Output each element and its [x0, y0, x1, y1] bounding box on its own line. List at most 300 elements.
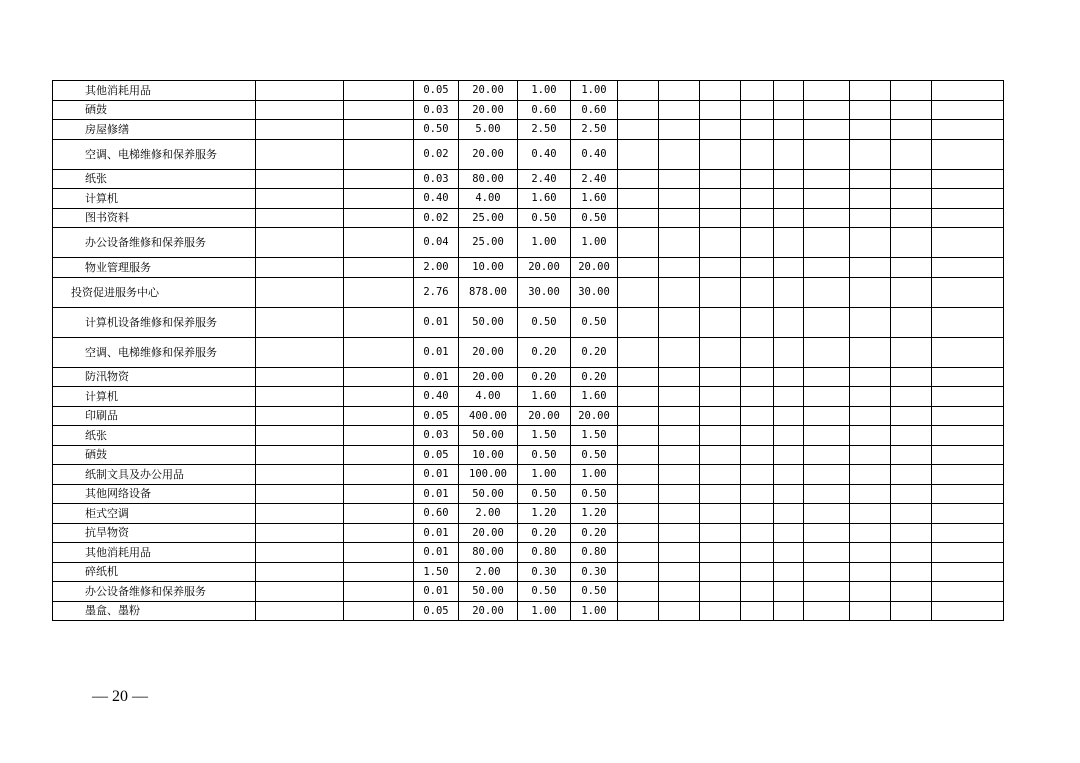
empty-cell	[774, 169, 804, 189]
empty-cell	[741, 523, 774, 543]
empty-cell	[850, 228, 891, 258]
empty-cell	[618, 120, 659, 140]
empty-cell	[774, 543, 804, 563]
value-cell-c4: 20.00	[459, 100, 518, 120]
empty-cell	[659, 484, 700, 504]
empty-cell	[850, 100, 891, 120]
empty-cell	[741, 465, 774, 485]
empty-cell	[850, 208, 891, 228]
empty-cell	[932, 277, 1004, 307]
value-cell-c2	[344, 523, 414, 543]
table-row	[53, 582, 1004, 602]
empty-cell	[700, 426, 741, 446]
empty-cell	[850, 337, 891, 367]
empty-cell	[850, 120, 891, 140]
value-cell-c4: 20.00	[459, 139, 518, 169]
empty-cell	[659, 81, 700, 101]
value-cell-c4: 25.00	[459, 208, 518, 228]
table-row	[53, 601, 1004, 621]
empty-cell	[932, 228, 1004, 258]
empty-cell	[891, 426, 932, 446]
value-cell-c5: 0.20	[518, 337, 571, 367]
value-cell-c4: 4.00	[459, 189, 518, 209]
value-cell-c3: 0.05	[414, 81, 459, 101]
empty-cell	[850, 562, 891, 582]
value-cell-c6: 0.50	[571, 582, 618, 602]
empty-cell	[850, 445, 891, 465]
value-cell-c3: 0.05	[414, 406, 459, 426]
value-cell-c3: 0.03	[414, 100, 459, 120]
value-cell-c5: 1.20	[518, 504, 571, 524]
value-cell-c1	[256, 337, 344, 367]
empty-cell	[659, 337, 700, 367]
value-cell-c4: 20.00	[459, 337, 518, 367]
empty-cell	[659, 367, 700, 387]
empty-cell	[741, 258, 774, 278]
empty-cell	[774, 81, 804, 101]
empty-cell	[932, 307, 1004, 337]
empty-cell	[659, 139, 700, 169]
value-cell-c2	[344, 100, 414, 120]
item-name-cell: 房屋修缮	[53, 120, 256, 140]
table-row	[53, 426, 1004, 446]
empty-cell	[774, 307, 804, 337]
value-cell-c1	[256, 208, 344, 228]
value-cell-c5: 0.50	[518, 445, 571, 465]
value-cell-c5: 1.50	[518, 426, 571, 446]
empty-cell	[659, 258, 700, 278]
empty-cell	[774, 258, 804, 278]
value-cell-c2	[344, 465, 414, 485]
empty-cell	[932, 337, 1004, 367]
value-cell-c3: 0.03	[414, 169, 459, 189]
empty-cell	[741, 504, 774, 524]
page-number: — 20 —	[92, 688, 148, 705]
empty-cell	[804, 504, 850, 524]
value-cell-c1	[256, 523, 344, 543]
value-cell-c3: 2.00	[414, 258, 459, 278]
empty-cell	[700, 387, 741, 407]
value-cell-c1	[256, 465, 344, 485]
empty-cell	[891, 307, 932, 337]
empty-cell	[932, 169, 1004, 189]
value-cell-c2	[344, 228, 414, 258]
empty-cell	[804, 100, 850, 120]
empty-cell	[618, 228, 659, 258]
empty-cell	[804, 426, 850, 446]
empty-cell	[700, 562, 741, 582]
value-cell-c4: 878.00	[459, 277, 518, 307]
value-cell-c3: 0.04	[414, 228, 459, 258]
empty-cell	[804, 523, 850, 543]
item-name-cell: 计算机	[53, 189, 256, 209]
value-cell-c1	[256, 228, 344, 258]
empty-cell	[618, 307, 659, 337]
value-cell-c3: 0.02	[414, 139, 459, 169]
item-name-cell: 图书资料	[53, 208, 256, 228]
value-cell-c6: 0.30	[571, 562, 618, 582]
value-cell-c1	[256, 81, 344, 101]
empty-cell	[891, 337, 932, 367]
value-cell-c3: 2.76	[414, 277, 459, 307]
empty-cell	[891, 258, 932, 278]
empty-cell	[850, 426, 891, 446]
value-cell-c1	[256, 601, 344, 621]
value-cell-c4: 80.00	[459, 543, 518, 563]
table-row	[53, 81, 1004, 101]
empty-cell	[741, 228, 774, 258]
value-cell-c1	[256, 504, 344, 524]
budget-table-container	[52, 80, 1004, 621]
value-cell-c6: 1.50	[571, 426, 618, 446]
table-row	[53, 337, 1004, 367]
empty-cell	[741, 337, 774, 367]
empty-cell	[804, 120, 850, 140]
value-cell-c4: 50.00	[459, 307, 518, 337]
empty-cell	[932, 582, 1004, 602]
empty-cell	[741, 562, 774, 582]
value-cell-c2	[344, 169, 414, 189]
empty-cell	[804, 81, 850, 101]
empty-cell	[700, 582, 741, 602]
value-cell-c6: 1.00	[571, 465, 618, 485]
empty-cell	[618, 426, 659, 446]
item-name-cell: 计算机设备维修和保养服务	[53, 307, 256, 337]
value-cell-c5: 2.50	[518, 120, 571, 140]
value-cell-c5: 0.40	[518, 139, 571, 169]
empty-cell	[659, 100, 700, 120]
empty-cell	[700, 543, 741, 563]
value-cell-c1	[256, 426, 344, 446]
empty-cell	[618, 100, 659, 120]
empty-cell	[618, 523, 659, 543]
value-cell-c1	[256, 189, 344, 209]
empty-cell	[850, 465, 891, 485]
empty-cell	[741, 601, 774, 621]
value-cell-c3: 0.05	[414, 445, 459, 465]
empty-cell	[891, 484, 932, 504]
empty-cell	[774, 582, 804, 602]
item-name-cell: 纸制文具及办公用品	[53, 465, 256, 485]
empty-cell	[932, 120, 1004, 140]
value-cell-c4: 10.00	[459, 445, 518, 465]
value-cell-c1	[256, 277, 344, 307]
value-cell-c2	[344, 208, 414, 228]
empty-cell	[891, 120, 932, 140]
value-cell-c1	[256, 445, 344, 465]
empty-cell	[850, 484, 891, 504]
empty-cell	[774, 208, 804, 228]
empty-cell	[741, 387, 774, 407]
value-cell-c4: 80.00	[459, 169, 518, 189]
table-row	[53, 139, 1004, 169]
value-cell-c4: 50.00	[459, 426, 518, 446]
empty-cell	[700, 139, 741, 169]
item-name-cell: 办公设备维修和保养服务	[53, 228, 256, 258]
empty-cell	[850, 523, 891, 543]
empty-cell	[774, 426, 804, 446]
empty-cell	[700, 258, 741, 278]
value-cell-c4: 50.00	[459, 484, 518, 504]
empty-cell	[891, 208, 932, 228]
empty-cell	[891, 277, 932, 307]
empty-cell	[774, 337, 804, 367]
empty-cell	[804, 367, 850, 387]
value-cell-c6: 1.60	[571, 387, 618, 407]
value-cell-c4: 100.00	[459, 465, 518, 485]
value-cell-c5: 1.60	[518, 189, 571, 209]
empty-cell	[932, 387, 1004, 407]
empty-cell	[774, 465, 804, 485]
value-cell-c6: 1.20	[571, 504, 618, 524]
empty-cell	[659, 387, 700, 407]
empty-cell	[774, 387, 804, 407]
empty-cell	[700, 208, 741, 228]
empty-cell	[850, 189, 891, 209]
empty-cell	[659, 523, 700, 543]
empty-cell	[659, 465, 700, 485]
table-row	[53, 307, 1004, 337]
value-cell-c1	[256, 139, 344, 169]
value-cell-c1	[256, 258, 344, 278]
empty-cell	[700, 81, 741, 101]
empty-cell	[804, 169, 850, 189]
value-cell-c6: 0.40	[571, 139, 618, 169]
empty-cell	[891, 387, 932, 407]
empty-cell	[774, 406, 804, 426]
empty-cell	[804, 601, 850, 621]
value-cell-c2	[344, 367, 414, 387]
value-cell-c5: 0.30	[518, 562, 571, 582]
table-row	[53, 445, 1004, 465]
value-cell-c5: 0.60	[518, 100, 571, 120]
table-row	[53, 562, 1004, 582]
empty-cell	[932, 100, 1004, 120]
empty-cell	[700, 484, 741, 504]
empty-cell	[659, 120, 700, 140]
value-cell-c6: 0.20	[571, 367, 618, 387]
empty-cell	[659, 582, 700, 602]
empty-cell	[774, 601, 804, 621]
value-cell-c6: 0.20	[571, 337, 618, 367]
empty-cell	[932, 406, 1004, 426]
empty-cell	[618, 484, 659, 504]
empty-cell	[804, 582, 850, 602]
value-cell-c3: 0.01	[414, 307, 459, 337]
empty-cell	[618, 582, 659, 602]
empty-cell	[659, 445, 700, 465]
empty-cell	[850, 307, 891, 337]
table-row	[53, 120, 1004, 140]
empty-cell	[741, 406, 774, 426]
value-cell-c6: 2.50	[571, 120, 618, 140]
item-name-cell: 办公设备维修和保养服务	[53, 582, 256, 602]
empty-cell	[618, 277, 659, 307]
empty-cell	[932, 258, 1004, 278]
empty-cell	[891, 601, 932, 621]
table-row	[53, 484, 1004, 504]
empty-cell	[774, 277, 804, 307]
empty-cell	[659, 189, 700, 209]
empty-cell	[741, 208, 774, 228]
value-cell-c5: 1.00	[518, 81, 571, 101]
table-row	[53, 367, 1004, 387]
value-cell-c3: 0.40	[414, 387, 459, 407]
empty-cell	[891, 465, 932, 485]
empty-cell	[741, 445, 774, 465]
empty-cell	[891, 100, 932, 120]
table-row	[53, 277, 1004, 307]
value-cell-c2	[344, 582, 414, 602]
value-cell-c5: 1.00	[518, 465, 571, 485]
item-name-cell: 投资促进服务中心	[53, 277, 256, 307]
empty-cell	[741, 81, 774, 101]
empty-cell	[618, 139, 659, 169]
empty-cell	[618, 258, 659, 278]
value-cell-c3: 0.01	[414, 367, 459, 387]
empty-cell	[741, 307, 774, 337]
value-cell-c6: 1.00	[571, 228, 618, 258]
empty-cell	[659, 169, 700, 189]
empty-cell	[891, 523, 932, 543]
table-row	[53, 189, 1004, 209]
empty-cell	[618, 81, 659, 101]
empty-cell	[932, 81, 1004, 101]
empty-cell	[741, 582, 774, 602]
empty-cell	[850, 139, 891, 169]
empty-cell	[659, 601, 700, 621]
empty-cell	[618, 387, 659, 407]
value-cell-c3: 0.01	[414, 484, 459, 504]
empty-cell	[850, 258, 891, 278]
value-cell-c2	[344, 277, 414, 307]
empty-cell	[700, 445, 741, 465]
empty-cell	[932, 562, 1004, 582]
value-cell-c3: 1.50	[414, 562, 459, 582]
empty-cell	[774, 504, 804, 524]
empty-cell	[618, 406, 659, 426]
table-row	[53, 208, 1004, 228]
empty-cell	[659, 543, 700, 563]
empty-cell	[804, 228, 850, 258]
empty-cell	[891, 228, 932, 258]
empty-cell	[891, 445, 932, 465]
empty-cell	[774, 562, 804, 582]
empty-cell	[804, 307, 850, 337]
empty-cell	[850, 367, 891, 387]
value-cell-c1	[256, 169, 344, 189]
value-cell-c2	[344, 307, 414, 337]
empty-cell	[804, 387, 850, 407]
value-cell-c1	[256, 406, 344, 426]
empty-cell	[804, 543, 850, 563]
value-cell-c3: 0.01	[414, 543, 459, 563]
value-cell-c1	[256, 543, 344, 563]
table-row	[53, 100, 1004, 120]
empty-cell	[774, 189, 804, 209]
value-cell-c5: 20.00	[518, 406, 571, 426]
item-name-cell: 硒鼓	[53, 100, 256, 120]
value-cell-c4: 50.00	[459, 582, 518, 602]
item-name-cell: 纸张	[53, 426, 256, 446]
empty-cell	[700, 523, 741, 543]
procurement-table	[52, 80, 1004, 621]
empty-cell	[618, 445, 659, 465]
value-cell-c6: 2.40	[571, 169, 618, 189]
empty-cell	[932, 426, 1004, 446]
empty-cell	[891, 504, 932, 524]
empty-cell	[741, 484, 774, 504]
value-cell-c5: 20.00	[518, 258, 571, 278]
value-cell-c5: 2.40	[518, 169, 571, 189]
empty-cell	[932, 543, 1004, 563]
empty-cell	[804, 258, 850, 278]
empty-cell	[741, 120, 774, 140]
empty-cell	[618, 543, 659, 563]
value-cell-c5: 0.20	[518, 523, 571, 543]
empty-cell	[850, 543, 891, 563]
empty-cell	[774, 139, 804, 169]
empty-cell	[932, 208, 1004, 228]
item-name-cell: 硒鼓	[53, 445, 256, 465]
value-cell-c6: 1.60	[571, 189, 618, 209]
value-cell-c4: 20.00	[459, 367, 518, 387]
value-cell-c6: 20.00	[571, 258, 618, 278]
empty-cell	[700, 100, 741, 120]
empty-cell	[932, 445, 1004, 465]
value-cell-c4: 20.00	[459, 523, 518, 543]
empty-cell	[618, 337, 659, 367]
item-name-cell: 计算机	[53, 387, 256, 407]
value-cell-c6: 0.50	[571, 208, 618, 228]
empty-cell	[700, 465, 741, 485]
empty-cell	[850, 169, 891, 189]
value-cell-c2	[344, 387, 414, 407]
value-cell-c1	[256, 484, 344, 504]
empty-cell	[804, 189, 850, 209]
value-cell-c6: 30.00	[571, 277, 618, 307]
table-row	[53, 465, 1004, 485]
value-cell-c3: 0.01	[414, 465, 459, 485]
empty-cell	[932, 601, 1004, 621]
table-row	[53, 523, 1004, 543]
value-cell-c2	[344, 543, 414, 563]
empty-cell	[891, 582, 932, 602]
value-cell-c4: 5.00	[459, 120, 518, 140]
value-cell-c6: 0.60	[571, 100, 618, 120]
table-row	[53, 228, 1004, 258]
empty-cell	[618, 208, 659, 228]
value-cell-c4: 20.00	[459, 81, 518, 101]
item-name-cell: 其他消耗用品	[53, 543, 256, 563]
value-cell-c5: 0.50	[518, 484, 571, 504]
empty-cell	[741, 169, 774, 189]
empty-cell	[804, 562, 850, 582]
value-cell-c2	[344, 337, 414, 367]
value-cell-c3: 0.02	[414, 208, 459, 228]
empty-cell	[932, 465, 1004, 485]
value-cell-c4: 2.00	[459, 562, 518, 582]
item-name-cell: 纸张	[53, 169, 256, 189]
value-cell-c4: 4.00	[459, 387, 518, 407]
empty-cell	[804, 337, 850, 367]
value-cell-c5: 30.00	[518, 277, 571, 307]
empty-cell	[700, 406, 741, 426]
empty-cell	[850, 582, 891, 602]
value-cell-c2	[344, 562, 414, 582]
empty-cell	[850, 81, 891, 101]
empty-cell	[741, 139, 774, 169]
